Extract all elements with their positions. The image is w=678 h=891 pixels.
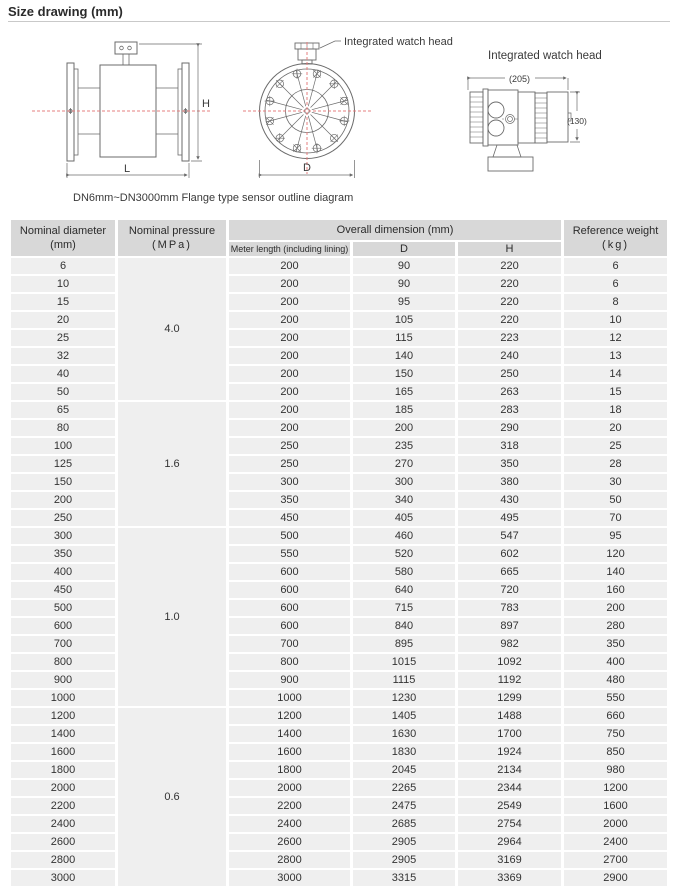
cell-h: 283 [458, 402, 561, 418]
cell-nominal-diameter: 2400 [11, 816, 115, 832]
cell-meter-length: 600 [229, 618, 350, 634]
diagram-caption: DN6mm~DN3000mm Flange type sensor outline diagram [73, 192, 354, 204]
cell-meter-length: 2800 [229, 852, 350, 868]
cell-d: 1015 [353, 654, 455, 670]
dim-width-label: (205) [509, 74, 531, 84]
table-row [11, 672, 667, 688]
dim-h-label: H [202, 98, 210, 110]
cell-nominal-diameter: 3000 [11, 870, 115, 886]
cell-nominal-diameter: 50 [11, 384, 115, 400]
cell-meter-length: 200 [229, 312, 350, 328]
table-row [11, 474, 667, 490]
cell-meter-length: 600 [229, 564, 350, 580]
cell-nominal-diameter: 600 [11, 618, 115, 634]
cell-weight: 14 [564, 366, 667, 382]
cell-weight: 1200 [564, 780, 667, 796]
cell-h: 223 [458, 330, 561, 346]
cell-weight: 550 [564, 690, 667, 706]
cell-d: 185 [353, 402, 455, 418]
header-nominal-pressure [118, 220, 226, 256]
cell-meter-length: 2200 [229, 798, 350, 814]
cell-meter-length: 900 [229, 672, 350, 688]
cell-weight: 660 [564, 708, 667, 724]
cell-nominal-diameter: 2800 [11, 852, 115, 868]
cell-d: 1630 [353, 726, 455, 742]
cell-d: 895 [353, 636, 455, 652]
cell-weight: 13 [564, 348, 667, 364]
cell-nominal-diameter: 900 [11, 672, 115, 688]
cell-nominal-diameter: 40 [11, 366, 115, 382]
cell-h: 250 [458, 366, 561, 382]
cell-d: 580 [353, 564, 455, 580]
cell-d: 105 [353, 312, 455, 328]
cell-d: 2265 [353, 780, 455, 796]
cell-meter-length: 700 [229, 636, 350, 652]
header-h: H [458, 242, 561, 256]
cell-weight: 750 [564, 726, 667, 742]
dim-d-label: D [303, 162, 311, 174]
cell-nominal-diameter: 32 [11, 348, 115, 364]
cell-weight: 8 [564, 294, 667, 310]
cell-weight: 2000 [564, 816, 667, 832]
cell-nominal-diameter: 200 [11, 492, 115, 508]
cell-weight: 70 [564, 510, 667, 526]
cell-d: 150 [353, 366, 455, 382]
cell-h: 220 [458, 258, 561, 274]
cell-d: 235 [353, 438, 455, 454]
header-text: Nominal diameter [19, 224, 107, 237]
cell-weight: 10 [564, 312, 667, 328]
watch-head-diagram [455, 45, 675, 180]
cell-h: 220 [458, 276, 561, 292]
cell-weight: 350 [564, 636, 667, 652]
table-row [11, 744, 667, 760]
cell-d: 2475 [353, 798, 455, 814]
table-row [11, 582, 667, 598]
cell-d: 520 [353, 546, 455, 562]
cell-weight: 200 [564, 600, 667, 616]
centerline-cross [243, 42, 373, 174]
cell-meter-length: 1800 [229, 762, 350, 778]
cell-meter-length: 200 [229, 258, 350, 274]
cell-weight: 160 [564, 582, 667, 598]
cell-h: 1488 [458, 708, 561, 724]
cell-meter-length: 2000 [229, 780, 350, 796]
cell-h: 1700 [458, 726, 561, 742]
table-row [11, 312, 667, 328]
cell-nominal-diameter: 25 [11, 330, 115, 346]
cell-nominal-diameter: 500 [11, 600, 115, 616]
header-nominal-diameter [11, 220, 115, 256]
cell-h: 350 [458, 456, 561, 472]
cell-d: 640 [353, 582, 455, 598]
cell-nominal-diameter: 125 [11, 456, 115, 472]
cell-h: 720 [458, 582, 561, 598]
cell-meter-length: 200 [229, 384, 350, 400]
cell-h: 1192 [458, 672, 561, 688]
cell-h: 1092 [458, 654, 561, 670]
cell-nominal-diameter: 10 [11, 276, 115, 292]
cell-d: 2905 [353, 852, 455, 868]
cell-d: 200 [353, 420, 455, 436]
cell-nominal-diameter: 700 [11, 636, 115, 652]
cell-d: 715 [353, 600, 455, 616]
cell-h: 2344 [458, 780, 561, 796]
table-row [11, 546, 667, 562]
table-row [11, 816, 667, 832]
cell-nominal-diameter: 2200 [11, 798, 115, 814]
cell-weight: 1600 [564, 798, 667, 814]
header-overall-dimension: Overall dimension (mm) [229, 220, 561, 240]
cell-h: 2134 [458, 762, 561, 778]
dim-height-label: (130) [567, 116, 587, 126]
cell-weight: 2900 [564, 870, 667, 886]
cell-nominal-diameter: 300 [11, 528, 115, 544]
table-row [11, 294, 667, 310]
cell-h: 783 [458, 600, 561, 616]
table-row [11, 366, 667, 382]
cell-d: 340 [353, 492, 455, 508]
cell-meter-length: 250 [229, 456, 350, 472]
cell-d: 1230 [353, 690, 455, 706]
cell-d: 3315 [353, 870, 455, 886]
h-dimension [139, 44, 202, 161]
page-title: Size drawing (mm) [8, 4, 123, 19]
table-row [11, 834, 667, 850]
cell-weight: 2700 [564, 852, 667, 868]
cell-h: 897 [458, 618, 561, 634]
cell-meter-length: 500 [229, 528, 350, 544]
cell-meter-length: 3000 [229, 870, 350, 886]
cell-meter-length: 1000 [229, 690, 350, 706]
cell-h: 495 [458, 510, 561, 526]
cell-h: 3369 [458, 870, 561, 886]
cell-nominal-diameter: 400 [11, 564, 115, 580]
cell-weight: 6 [564, 258, 667, 274]
cell-d: 1405 [353, 708, 455, 724]
dim-l-label: L [124, 163, 131, 175]
table-row [11, 690, 667, 706]
cell-meter-length: 200 [229, 366, 350, 382]
cell-nominal-diameter: 150 [11, 474, 115, 490]
cell-meter-length: 250 [229, 438, 350, 454]
cell-weight: 15 [564, 384, 667, 400]
cell-meter-length: 200 [229, 402, 350, 418]
table-row [11, 618, 667, 634]
flowmeter-front-view-diagram [240, 32, 465, 187]
cell-d: 140 [353, 348, 455, 364]
cell-d: 270 [353, 456, 455, 472]
cell-weight: 30 [564, 474, 667, 490]
cell-h: 318 [458, 438, 561, 454]
cell-h: 220 [458, 294, 561, 310]
header-text: Reference weight [572, 224, 659, 237]
cell-nominal-diameter: 1200 [11, 708, 115, 724]
table-row [11, 654, 667, 670]
cell-weight: 850 [564, 744, 667, 760]
cell-weight: 6 [564, 276, 667, 292]
cell-h: 2549 [458, 798, 561, 814]
cell-nominal-diameter: 250 [11, 510, 115, 526]
table-row [11, 852, 667, 868]
cell-h: 380 [458, 474, 561, 490]
callout-leader [320, 41, 341, 48]
table-row [11, 780, 667, 796]
cell-d: 95 [353, 294, 455, 310]
cell-meter-length: 1600 [229, 744, 350, 760]
cell-meter-length: 2400 [229, 816, 350, 832]
cell-nominal-diameter: 2600 [11, 834, 115, 850]
cell-nominal-diameter: 1600 [11, 744, 115, 760]
cell-d: 300 [353, 474, 455, 490]
cell-d: 2905 [353, 834, 455, 850]
cell-nominal-diameter: 6 [11, 258, 115, 274]
cell-d: 840 [353, 618, 455, 634]
cell-d: 460 [353, 528, 455, 544]
header-text: Nominal pressure [128, 224, 216, 237]
cell-h: 290 [458, 420, 561, 436]
cell-meter-length: 550 [229, 546, 350, 562]
table-row [11, 528, 667, 544]
table-row [11, 384, 667, 400]
cell-d: 405 [353, 510, 455, 526]
cell-d: 90 [353, 276, 455, 292]
cell-nominal-diameter: 80 [11, 420, 115, 436]
cell-nominal-pressure: 1.6 [118, 402, 226, 526]
cell-nominal-diameter: 65 [11, 402, 115, 418]
cell-h: 430 [458, 492, 561, 508]
header-meter-length [229, 242, 350, 256]
cell-weight: 50 [564, 492, 667, 508]
cell-nominal-diameter: 1400 [11, 726, 115, 742]
table-row [11, 798, 667, 814]
cell-h: 3169 [458, 852, 561, 868]
cell-meter-length: 600 [229, 600, 350, 616]
cell-meter-length: 200 [229, 294, 350, 310]
cell-d: 1115 [353, 672, 455, 688]
cell-weight: 20 [564, 420, 667, 436]
table-row [11, 492, 667, 508]
cell-meter-length: 350 [229, 492, 350, 508]
cell-nominal-diameter: 100 [11, 438, 115, 454]
cell-nominal-diameter: 15 [11, 294, 115, 310]
cell-weight: 480 [564, 672, 667, 688]
table-row [11, 330, 667, 346]
cell-nominal-diameter: 350 [11, 546, 115, 562]
table-row [11, 438, 667, 454]
cell-h: 240 [458, 348, 561, 364]
table-row [11, 870, 667, 886]
watch-head-body-icon [470, 89, 571, 171]
cell-h: 1299 [458, 690, 561, 706]
table-row [11, 564, 667, 580]
cell-weight: 140 [564, 564, 667, 580]
cell-nominal-diameter: 800 [11, 654, 115, 670]
cell-nominal-pressure: 4.0 [118, 258, 226, 400]
cell-weight: 95 [564, 528, 667, 544]
cell-weight: 12 [564, 330, 667, 346]
cell-weight: 980 [564, 762, 667, 778]
cell-d: 1830 [353, 744, 455, 760]
cell-h: 547 [458, 528, 561, 544]
cell-meter-length: 600 [229, 582, 350, 598]
cell-meter-length: 2600 [229, 834, 350, 850]
cell-h: 665 [458, 564, 561, 580]
cell-meter-length: 1200 [229, 708, 350, 724]
header-reference-weight [564, 220, 667, 256]
cell-h: 982 [458, 636, 561, 652]
cell-nominal-diameter: 1800 [11, 762, 115, 778]
table-row [11, 600, 667, 616]
cell-meter-length: 1400 [229, 726, 350, 742]
cell-weight: 120 [564, 546, 667, 562]
cell-nominal-diameter: 20 [11, 312, 115, 328]
table-row [11, 762, 667, 778]
header-unit: (mm) [50, 239, 76, 252]
table-row [11, 402, 667, 418]
cell-h: 602 [458, 546, 561, 562]
cell-h: 263 [458, 384, 561, 400]
cell-d: 2045 [353, 762, 455, 778]
cell-meter-length: 200 [229, 420, 350, 436]
size-table [8, 218, 670, 888]
cell-d: 165 [353, 384, 455, 400]
table-row [11, 708, 667, 724]
table-row [11, 456, 667, 472]
cell-nominal-diameter: 1000 [11, 690, 115, 706]
table-row [11, 276, 667, 292]
cell-d: 115 [353, 330, 455, 346]
cell-meter-length: 200 [229, 330, 350, 346]
flowmeter-side-view-diagram [30, 38, 235, 196]
header-unit: (kg) [602, 239, 629, 252]
cell-h: 2754 [458, 816, 561, 832]
header-unit: (MPa) [152, 239, 192, 252]
cell-h: 2964 [458, 834, 561, 850]
cell-weight: 28 [564, 456, 667, 472]
front-view-callout-label: Integrated watch head [344, 36, 453, 48]
cell-weight: 18 [564, 402, 667, 418]
table-row [11, 726, 667, 742]
cell-weight: 280 [564, 618, 667, 634]
table-row [11, 420, 667, 436]
junction-box-icon [115, 42, 137, 65]
table-row [11, 348, 667, 364]
watch-head-title: Integrated watch head [488, 50, 602, 62]
cell-meter-length: 200 [229, 348, 350, 364]
table-row [11, 510, 667, 526]
cell-h: 1924 [458, 744, 561, 760]
cell-d: 90 [353, 258, 455, 274]
cell-meter-length: 450 [229, 510, 350, 526]
table-row [11, 636, 667, 652]
cell-h: 220 [458, 312, 561, 328]
cell-weight: 25 [564, 438, 667, 454]
cell-d: 2685 [353, 816, 455, 832]
cell-meter-length: 300 [229, 474, 350, 490]
cell-nominal-pressure: 0.6 [118, 708, 226, 886]
cell-nominal-diameter: 2000 [11, 780, 115, 796]
table-header-row-1 [11, 220, 667, 240]
cell-nominal-diameter: 450 [11, 582, 115, 598]
title-divider [8, 21, 670, 22]
header-d: D [353, 242, 455, 256]
table-row [11, 258, 667, 274]
header-text: Meter length (including lining) [230, 244, 349, 254]
cell-meter-length: 800 [229, 654, 350, 670]
cell-weight: 2400 [564, 834, 667, 850]
cell-meter-length: 200 [229, 276, 350, 292]
cell-weight: 400 [564, 654, 667, 670]
cell-nominal-pressure: 1.0 [118, 528, 226, 706]
